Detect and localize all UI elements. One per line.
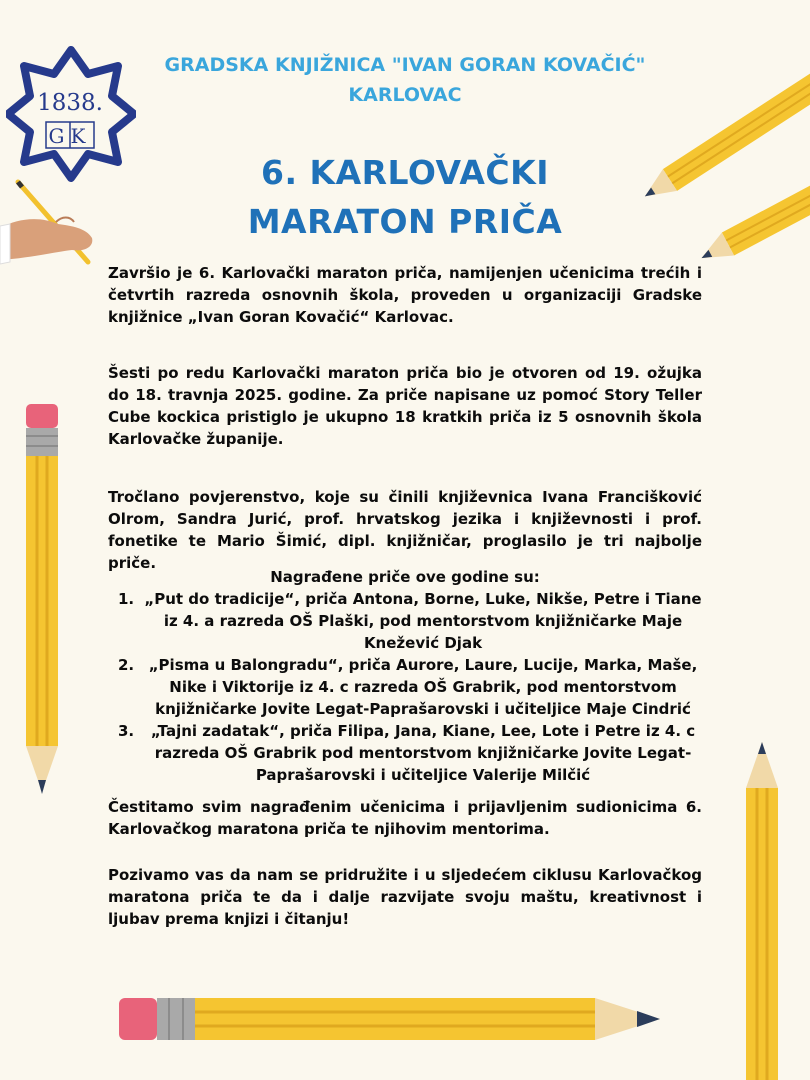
pencil-left-icon — [20, 400, 64, 800]
awards-list — [108, 588, 702, 786]
hand-writing-icon — [0, 176, 110, 276]
logo-letters: GK — [48, 124, 92, 148]
pencil-bottom-icon — [115, 990, 665, 1050]
logo-year: 1838. — [37, 90, 103, 116]
page-title — [180, 148, 630, 246]
organization-name: GRADSKA KNJIŽNICA "IVAN GORAN KOVAČIĆ" — [164, 54, 646, 76]
award-item — [108, 720, 702, 786]
title-line-2: MARATON PRIČA — [247, 202, 563, 241]
invitation-paragraph: Pozivamo vas da nam se pridružite i u sljedećem ciklusu Karlovačkog maratona priča te da i dalje razvijate svoju maštu, kreativnost i ljubav prema knjizi i čitanju! — [108, 866, 702, 928]
organization-header — [130, 50, 680, 110]
congratulations-paragraph: Čestitamo svim nagrađenim učenicima i prijavljenim sudionicima 6. Karlovačkog maratona priča te njihovim mentorima. — [108, 798, 702, 838]
award-number: 3. — [118, 722, 135, 740]
organization-city: KARLOVAC — [348, 84, 462, 106]
award-number: 2. — [118, 656, 135, 674]
dates-paragraph: Šesti po redu Karlovački maraton priča bio je otvoren od 19. ožujka do 18. travnja 2025. godine. Za priče napisane uz pomoć Story Teller Cube kockica pristiglo je ukupno 18 kratkih priča iz 5 osnovnih škola Karlovačke županije. — [108, 364, 702, 448]
award-text: „Pisma u Balongradu“, priča Aurore, Laure, Lucije, Marka, Maše, Nike i Viktorije iz 4. c razreda OŠ Grabrik, pod mentorstvom knjižničarke Jovite Legat-Paprašarovski i učiteljice Maje Cindrić — [148, 656, 698, 718]
intro-paragraph: Završio je 6. Karlovački maraton priča, namijenjen učenicima trećih i četvrtih razreda osnovnih škola, proveden u organizaciji Gradske knjižnice „Ivan Goran Kovačić“ Karlovac. — [108, 264, 702, 326]
award-item — [108, 654, 702, 720]
library-logo-icon — [6, 44, 136, 184]
award-item — [108, 588, 702, 654]
pencil-right-icon — [740, 740, 784, 1080]
jury-paragraph: Tročlano povjerenstvo, koje su činili književnica Ivana Francišković Olrom, Sandra Jurić, prof. hrvatskog jezika i književnosti i prof. fonetike te Mario Šimić, dipl. knjižničar, proglasilo je tri najbolje priče. — [108, 488, 702, 572]
award-number: 1. — [118, 590, 135, 608]
awards-heading: Nagrađene priče ove godine su: — [270, 568, 540, 586]
title-line-1: 6. KARLOVAČKI — [261, 153, 549, 192]
award-text: „Tajni zadatak“, priča Filipa, Jana, Kiane, Lee, Lote i Petre iz 4. c razreda OŠ Grabrik pod mentorstvom knjižničarke Jovite Legat-Paprašarovski i učiteljice Valerije Milčić — [150, 722, 696, 784]
award-text: „Put do tradicije“, priča Antona, Borne, Luke, Nikše, Petre i Tiane iz 4. a razreda OŠ Plaški, pod mentorstvom knjižničarke Maje Knežević Djak — [144, 590, 702, 652]
